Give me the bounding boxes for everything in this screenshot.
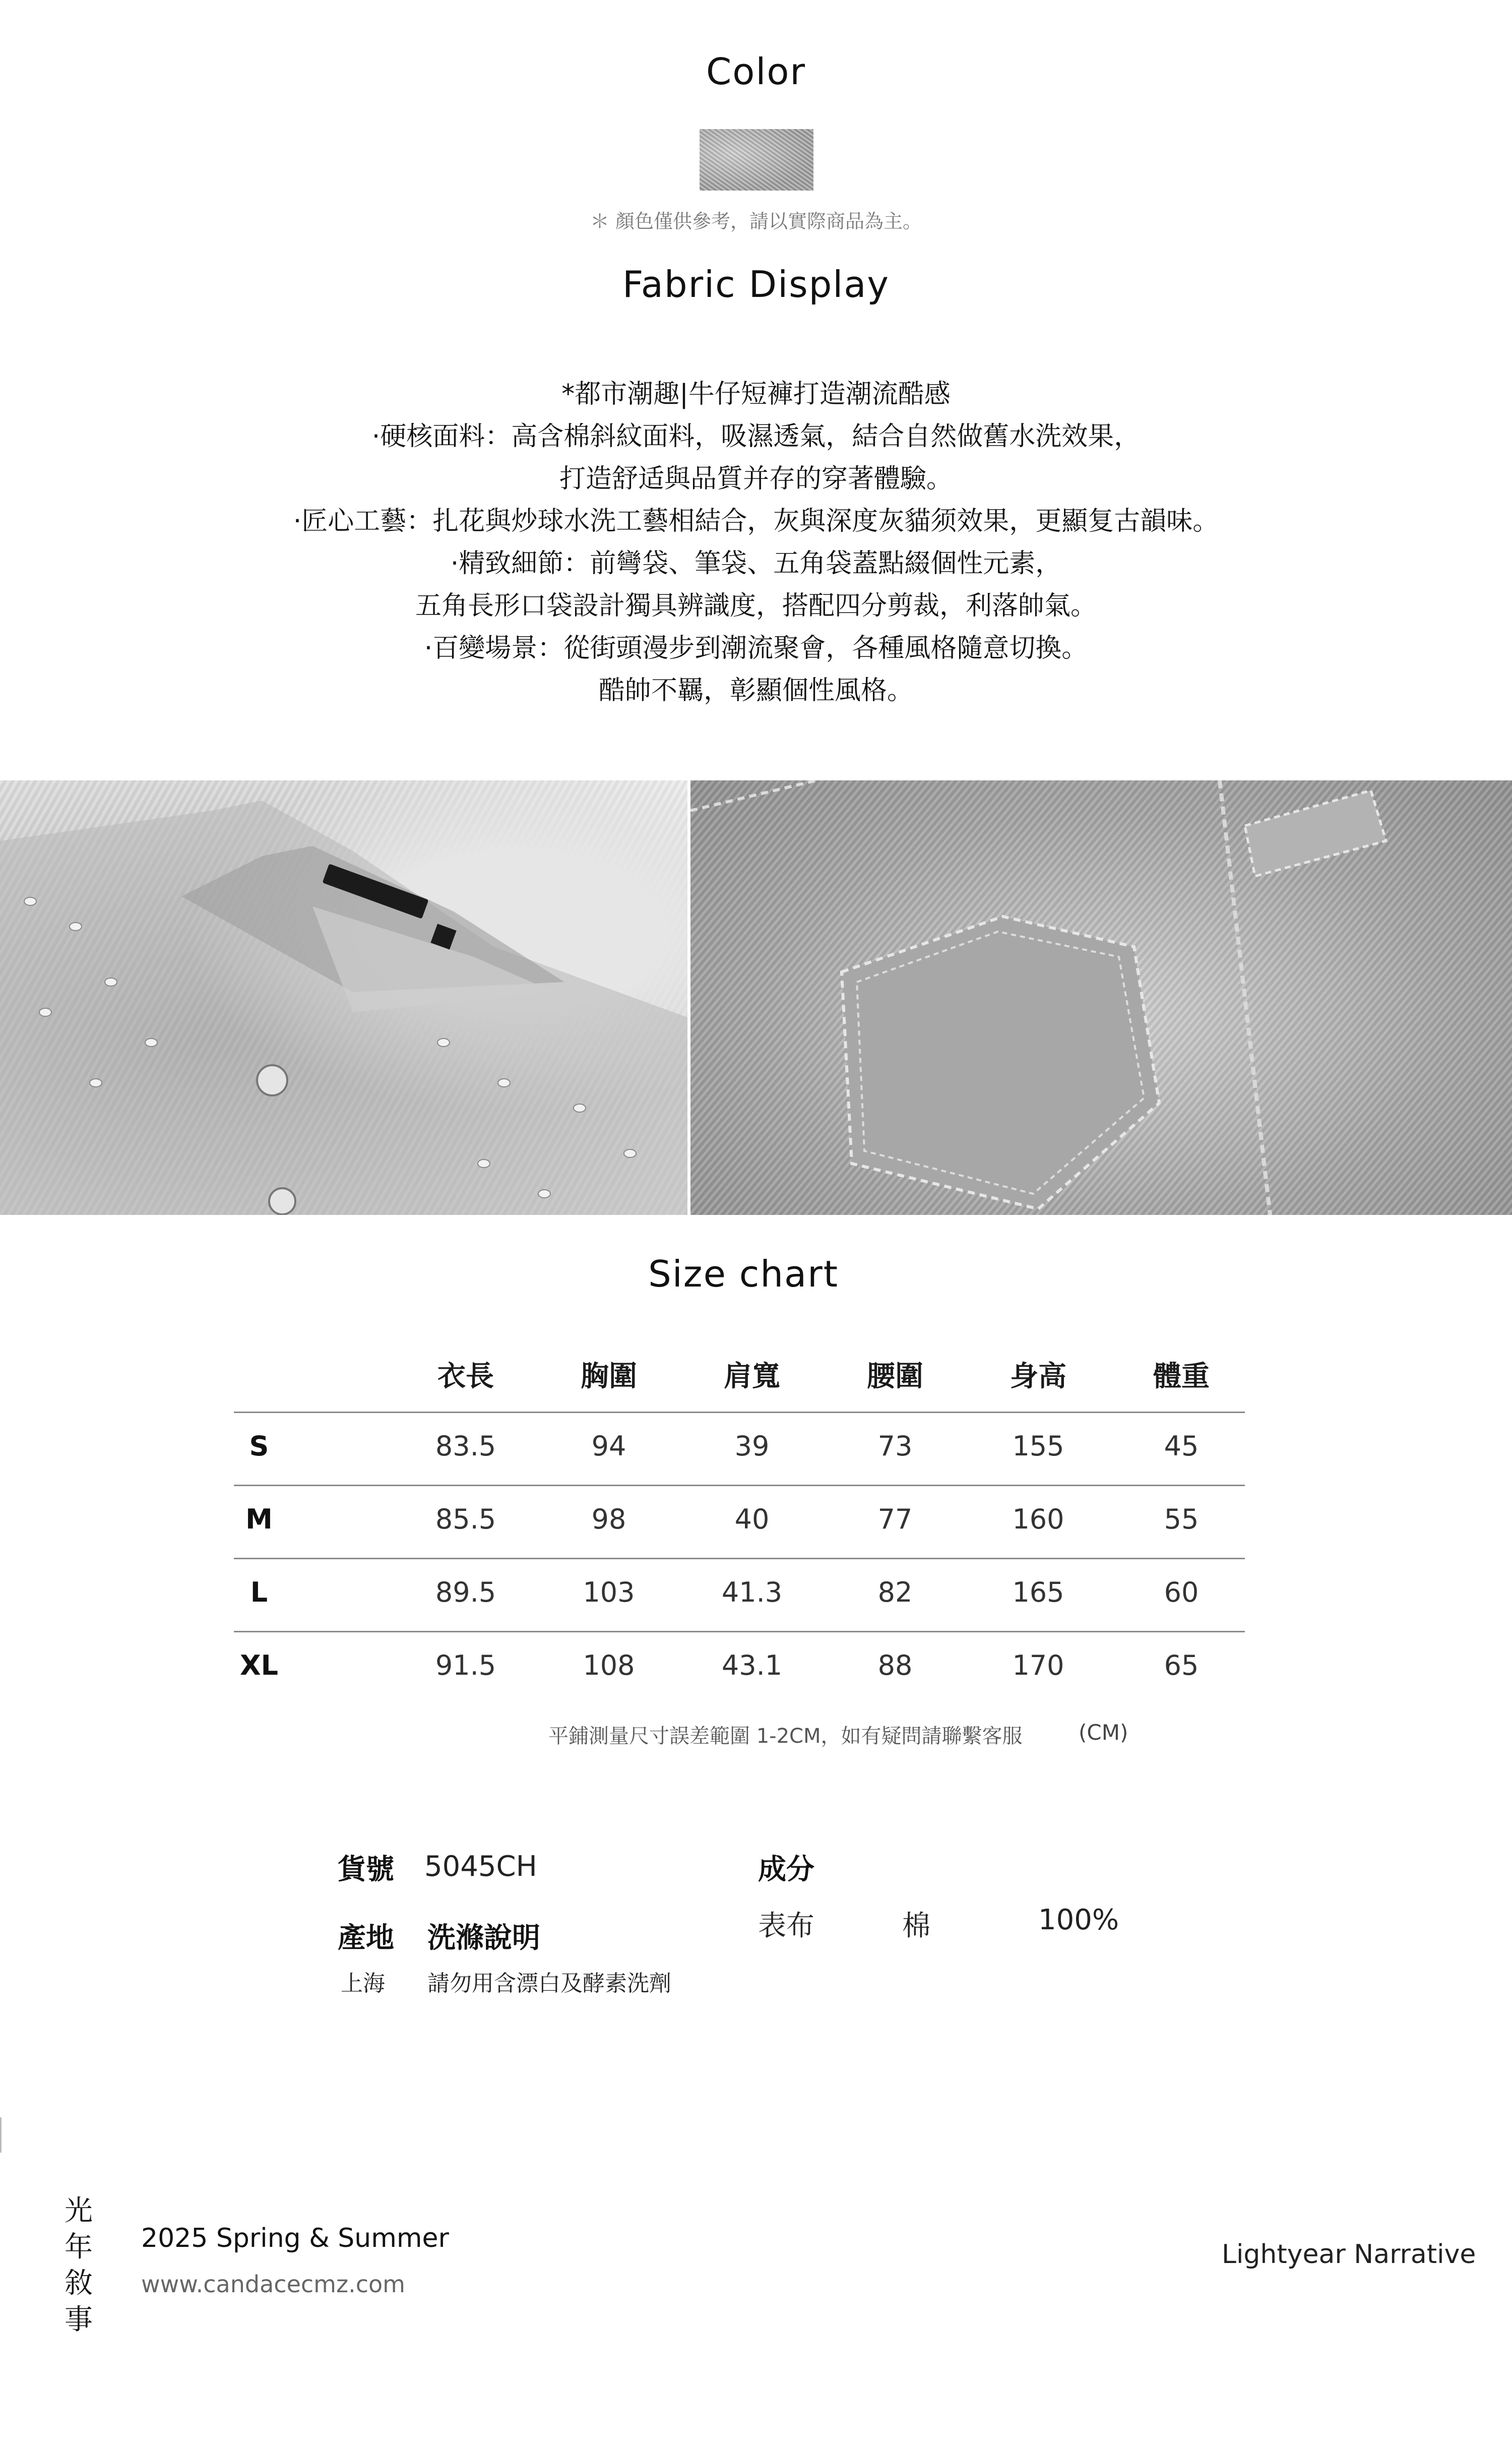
table-cell: 39 <box>734 1430 770 1462</box>
table-cell: 43.1 <box>721 1649 783 1681</box>
website-link[interactable]: www.candacecmz.com <box>141 2271 405 2298</box>
wash-instructions-value: 請勿用含漂白及酵素洗劑 <box>427 1971 671 1996</box>
collar-illustration <box>0 780 687 1215</box>
table-cell: 108 <box>583 1649 635 1681</box>
header-length: 衣長 <box>437 1360 494 1393</box>
size-table <box>234 1351 1245 1704</box>
table-cell: 55 <box>1164 1503 1199 1535</box>
article-number-label: 貨號 <box>338 1853 394 1886</box>
table-cell: 45 <box>1164 1430 1199 1462</box>
description-line: ·硬核面料：高含棉斜紋面料，吸濕透氣，結合自然做舊水洗效果， <box>371 421 1141 452</box>
table-cell: 82 <box>877 1576 913 1608</box>
header-shoulder: 肩寬 <box>724 1360 780 1393</box>
composition-percent: 100% <box>1038 1904 1119 1936</box>
description-line: 五角長形口袋設計獨具辨識度，搭配四分剪裁，利落帥氣。 <box>415 591 1097 621</box>
size-chart-note: 平鋪測量尺寸誤差範圍 1-2CM，如有疑問請聯繫客服 <box>548 1725 1023 1748</box>
size-label: M <box>245 1503 273 1535</box>
composition-label: 成分 <box>758 1853 814 1886</box>
table-cell: 89.5 <box>435 1576 496 1608</box>
table-cell: 94 <box>591 1430 626 1462</box>
table-cell: 65 <box>1164 1649 1199 1681</box>
table-cell: 160 <box>1012 1503 1064 1535</box>
size-label: XL <box>239 1649 279 1681</box>
table-cell: 91.5 <box>435 1649 496 1681</box>
table-cell: 41.3 <box>721 1576 783 1608</box>
size-chart-unit: (CM) <box>1079 1720 1128 1745</box>
table-header-row <box>234 1351 1245 1412</box>
pocket-detail-photo <box>690 780 1512 1215</box>
composition-part: 表布 <box>758 1910 814 1942</box>
brand-vertical-name <box>64 2193 94 2338</box>
header-waist: 腰圍 <box>867 1360 923 1393</box>
edge-divider <box>0 2117 2 2153</box>
origin-value: 上海 <box>341 1971 385 1996</box>
table-row <box>234 1412 1245 1485</box>
brand-char: 事 <box>65 2303 93 2336</box>
table-row <box>234 1558 1245 1631</box>
table-cell: 98 <box>591 1503 626 1535</box>
description-line: *都市潮趣|牛仔短褲打造潮流酷感 <box>561 379 951 409</box>
header-height: 身高 <box>1010 1360 1066 1393</box>
table-row <box>234 1485 1245 1558</box>
season-label: 2025 Spring & Summer <box>141 2223 449 2253</box>
size-chart-title: Size chart <box>648 1253 839 1295</box>
table-cell: 60 <box>1164 1576 1199 1608</box>
fabric-description <box>0 373 1512 712</box>
fabric-section-title: Fabric Display <box>622 263 890 306</box>
size-label: S <box>249 1430 269 1462</box>
description-line: 酷帥不羈，彰顯個性風格。 <box>598 676 913 706</box>
header-weight: 體重 <box>1153 1360 1210 1393</box>
table-cell: 165 <box>1012 1576 1064 1608</box>
size-label: L <box>250 1576 268 1608</box>
description-line: ·百變場景：從街頭漫步到潮流聚會，各種風格隨意切換。 <box>424 633 1088 663</box>
table-cell: 85.5 <box>435 1503 496 1535</box>
header-chest: 胸圍 <box>581 1360 637 1393</box>
table-cell: 103 <box>583 1576 635 1608</box>
collar-detail-photo <box>0 780 687 1215</box>
article-number-value: 5045CH <box>424 1850 537 1883</box>
brand-char: 年 <box>65 2231 93 2264</box>
color-section-title: Color <box>706 50 806 93</box>
description-line: 打造舒适與品質并存的穿著體驗。 <box>559 464 953 494</box>
pocket-illustration <box>690 780 1512 1215</box>
table-cell: 77 <box>877 1503 913 1535</box>
table-cell: 73 <box>877 1430 913 1462</box>
description-line: ·匠心工藝：扎花與炒球水洗工藝相結合，灰與深度灰貓须效果，更顯复古韻味。 <box>293 506 1219 536</box>
color-swatch[interactable] <box>700 129 813 191</box>
table-cell: 40 <box>734 1503 770 1535</box>
table-cell: 170 <box>1012 1649 1064 1681</box>
wash-instructions-label: 洗滌說明 <box>427 1922 540 1954</box>
table-row <box>234 1631 1245 1704</box>
composition-material: 棉 <box>902 1910 930 1942</box>
color-disclaimer: ＊ 顏色僅供參考，請以實際商品為主。 <box>590 210 922 232</box>
table-cell: 155 <box>1012 1430 1064 1462</box>
brand-english-name: Lightyear Narrative <box>1222 2239 1476 2270</box>
brand-char: 光 <box>65 2194 93 2227</box>
origin-label: 產地 <box>338 1922 394 1954</box>
table-cell: 83.5 <box>435 1430 496 1462</box>
brand-char: 敘 <box>65 2267 93 2300</box>
table-cell: 88 <box>877 1649 913 1681</box>
description-line: ·精致細節：前彎袋、筆袋、五角袋蓋點綴個性元素， <box>450 548 1062 579</box>
